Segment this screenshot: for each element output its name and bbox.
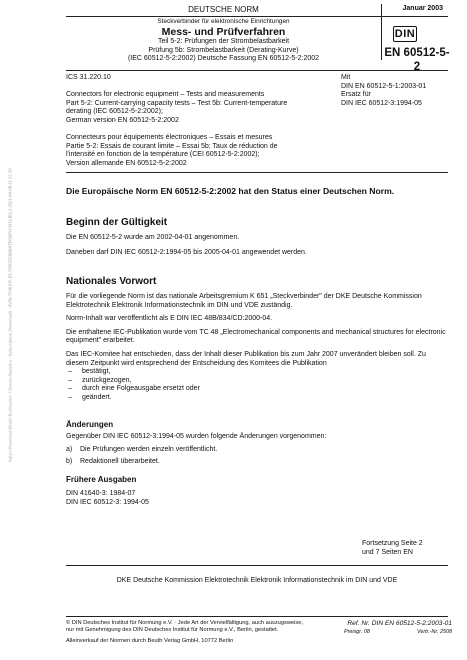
foreword-p2: Norm-Inhalt war veröffentlicht als E DIN IEC 48B/834/CD:2000-04. — [66, 315, 273, 323]
earlier-line-2: DIN IEC 60512-3: 1994-05 — [66, 498, 149, 506]
reference-number: Ref. Nr. DIN EN 60512-5-2:2003-01 — [347, 620, 452, 627]
dke-top-rule — [66, 565, 448, 566]
replaces-block — [341, 74, 451, 108]
foreword-list — [66, 368, 448, 402]
header-subline-2: Prüfung 5b: Strombelastbarkeit (Derating-Kurve) — [148, 46, 299, 54]
earlier-list — [66, 490, 149, 507]
dke-bottom-rule — [66, 616, 448, 617]
foreword-p4: Das IEC-Komitee hat entschieden, dass der Inhalt dieser Publikation bis zum Jahr 2007 unverändert bleiben soll. Zu diesem Zeitpunkt wird entsprechend der Entscheidung des Komitees die Publikation — [66, 350, 426, 367]
foreword-p3: Die enthaltene IEC-Publikation wurde vom TC 48 „Electromechanical components and mechanical structures for electronic equipment" erarbeitet. — [66, 328, 446, 345]
ics-code: ICS 31.220.10 — [66, 74, 111, 81]
english-line-3: derating (IEC 60512-5-2:2002); — [66, 108, 163, 116]
header-titles — [66, 18, 381, 64]
header-top-rule — [66, 16, 448, 17]
earlier-heading: Frühere Ausgaben — [66, 475, 137, 484]
french-line-3: l'intensité en fonction de la température (CEI 60512-5-2:2002); — [66, 151, 260, 159]
english-line-4: German version EN 60512-5-2:2002 — [66, 116, 179, 124]
replaces-line-4: DIN IEC 60512-3:1994-05 — [341, 99, 422, 107]
header-subline-1: Teil 5-2: Prüfungen der Strombelastbarkeit — [157, 38, 290, 45]
changes-item-text: Redaktionell überarbeitet. — [80, 458, 160, 466]
continuation-line-2: und 7 Seiten EN — [362, 548, 413, 556]
header-subline-3: (IEC 60512-5-2:2002) Deutsche Fassung EN 60512-5-2:2002 — [127, 55, 320, 63]
price-group: Preisgr. 08 — [344, 629, 370, 635]
reference-codes — [340, 629, 452, 636]
copyright-line-3: Alleinverkauf der Normen durch Beuth Verlag GmbH, 10772 Berlin — [66, 638, 234, 645]
distribution-number: Vertr.-Nr. 2508 — [416, 629, 452, 635]
list-item: – geändert. — [66, 394, 448, 403]
french-line-2: Partie 5-2: Essais de courant limite – Essai 5b: Taux de réduction de — [66, 142, 278, 150]
validity-p1: Die EN 60512-5-2 wurde am 2002-04-01 angenommen. — [66, 234, 240, 241]
status-statement: Die Europäische Norm EN 60512-5-2:2002 hat den Status einer Deutschen Norm. — [66, 186, 395, 196]
list-item: – bestätigt, — [66, 368, 448, 377]
replaces-line-3: Ersatz für — [341, 91, 371, 99]
validity-p2: Daneben darf DIN IEC 60512-2:1994-05 bis 2005-04-01 angewendet werden. — [66, 249, 307, 256]
changes-heading: Änderungen — [66, 420, 114, 429]
changes-body — [66, 433, 448, 467]
header-main-title: Mess- und Prüfverfahren — [161, 26, 286, 38]
list-item: – zurückgezogen, — [66, 377, 448, 386]
foreword-body — [66, 293, 448, 403]
header-date: Januar 2003 — [402, 5, 443, 12]
english-line-2: Part 5-2: Current-carrying capacity tests – Test 5b: Current-temperature — [66, 99, 288, 107]
copyright-line-2: nur mit Genehmigung des DIN Deutsches Institut für Normung e.V., Berlin, gestattet. — [66, 627, 279, 634]
validity-heading: Beginn der Gültigkeit — [66, 217, 168, 228]
dke-footer: DKE Deutsche Kommission Elektrotechnik Elektronik Informationstechnik im DIN und VDE — [116, 577, 398, 584]
french-title — [66, 134, 376, 168]
changes-intro: Gegenüber DIN IEC 60512-3:1994-05 wurden folgende Änderungen vorgenommen: — [66, 433, 327, 440]
changes-item-key: a) — [66, 445, 73, 453]
earlier-line-1: DIN 41640-3: 1984-07 — [66, 490, 136, 497]
changes-item-b — [66, 458, 448, 467]
changes-item-a — [66, 446, 448, 455]
replaces-line-1: Mit — [341, 74, 351, 81]
side-watermark: Sofort-Download-Beuth-Technischer Clienten Analytics - Subscription Downloads - KdNr.7546105-ID.JTROZTRR8RTP60KVUH1LBQ.2-2021-04-08 11:15:59 — [7, 168, 13, 463]
norm-number: EN 60512-5-2 — [384, 47, 450, 73]
list-item: – durch eine Folgeausgabe ersetzt oder — [66, 385, 448, 394]
french-line-4: Version allemande EN 60512-5-2:2002 — [66, 159, 187, 167]
replaces-line-2: DIN EN 60512-5-1:2003-01 — [341, 82, 427, 90]
english-line-1: Connectors for electronic equipment – Tests and measurements — [66, 91, 265, 98]
reference-block — [340, 620, 452, 636]
header-org: DEUTSCHE NORM — [188, 5, 259, 14]
changes-item-text: Die Prüfungen werden einzeln veröffentlicht. — [80, 445, 218, 453]
french-line-1: Connecteurs pour équipements électroniques – Essais et mesures — [66, 134, 273, 141]
changes-item-key: b) — [66, 458, 73, 466]
copyright-block — [66, 620, 346, 646]
continuation-line-1: Fortsetzung Seite 2 — [362, 540, 423, 547]
continuation-note — [362, 540, 452, 557]
titles-bottom-rule — [66, 172, 448, 173]
copyright-line-1: © DIN Deutsches Institut für Normung e.V. · Jede Art der Vervielfältigung, auch auszugsweise, — [66, 620, 303, 626]
header-category: Steckverbinder für elektronische Einrichtungen — [157, 18, 290, 25]
foreword-heading: Nationales Vorwort — [66, 276, 157, 287]
english-title — [66, 91, 356, 125]
foreword-p1: Für die vorliegende Norm ist das nationale Arbeitsgremium K 651 „Steckverbinder" der DKE Deutsche Kommission Elektrotechnik Elektronik Informationstechnik im DIN und VDE zuständig. — [66, 293, 422, 309]
din-logo: DIN — [394, 28, 416, 40]
